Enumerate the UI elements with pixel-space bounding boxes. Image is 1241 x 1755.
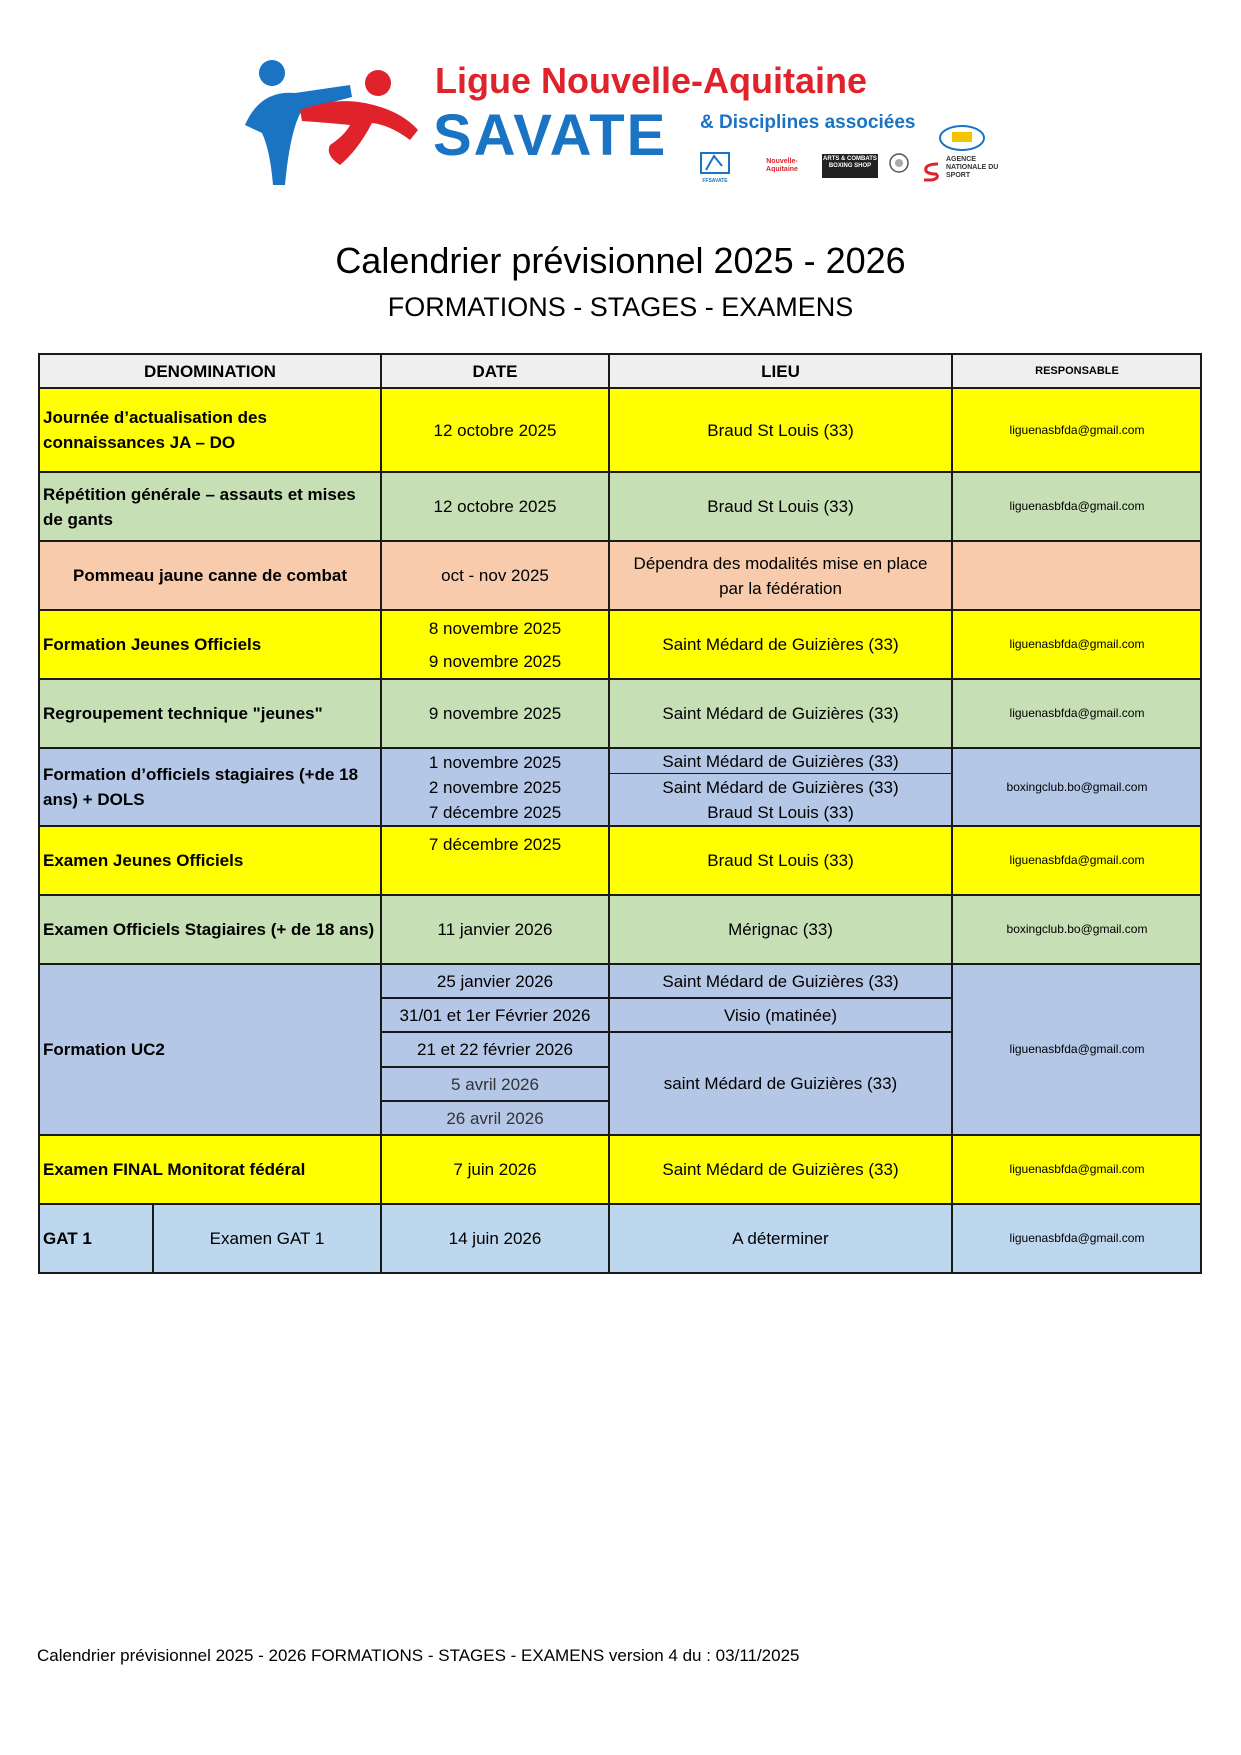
table-row-9-denomination: Formation UC2 — [39, 964, 381, 1135]
table-row-6-denomination: Formation d’officiels stagiaires (+de 18 ans) + DOLS — [39, 748, 381, 826]
table-row-3-responsable — [952, 541, 1202, 610]
header-responsable: RESPONSABLE — [952, 354, 1202, 388]
table-row-9-lieu-2: Visio (matinée) — [609, 998, 952, 1032]
calendar-table — [39, 354, 1202, 1273]
page-footer: Calendrier prévisionnel 2025 - 2026 FORMATIONS - STAGES - EXAMENS version 4 du : 03/11/2025 — [37, 1646, 800, 1665]
savate-fighters-emblem — [240, 55, 430, 190]
table-row-1-responsable[interactable]: liguenasbfda@gmail.com — [952, 388, 1202, 472]
table-row-6-date-2: 2 novembre 2025 — [428, 777, 562, 797]
table-row-2-responsable[interactable]: liguenasbfda@gmail.com — [952, 472, 1202, 541]
table-row-9-date-1: 25 janvier 2026 — [381, 964, 609, 998]
table-row-11-sub: Examen GAT 1 — [153, 1204, 381, 1273]
table-row-6-date-1: 1 novembre 2025 — [428, 752, 562, 772]
table-row-8-lieu: Mérignac (33) — [609, 895, 952, 964]
table-row-1-date: 12 octobre 2025 — [381, 388, 609, 472]
table-row-9-date-4: 5 avril 2026 — [381, 1067, 609, 1101]
table-row-7-date: 7 décembre 2025 — [381, 826, 609, 895]
regional-crest-logo — [938, 124, 986, 152]
arts-combats-logo: ARTS & COMBATS BOXING SHOP — [822, 154, 878, 178]
table-row-3-lieu: Dépendra des modalités mise en place par la fédération — [609, 541, 952, 610]
page-title: Calendrier prévisionnel 2025 - 2026 — [335, 240, 906, 281]
table-row-7-lieu: Braud St Louis (33) — [609, 826, 952, 895]
table-row-9-date-2: 31/01 et 1er Février 2026 — [381, 998, 609, 1032]
brand-line-3: & Disciplines associées — [700, 112, 916, 133]
table-row-5-date: 9 novembre 2025 — [381, 679, 609, 748]
sponsor-logos — [700, 142, 1020, 192]
ans-logo-text: AGENCE NATIONALE DU SPORT — [946, 156, 999, 179]
table-row-3-denomination: Pommeau jaune canne de combat — [39, 541, 381, 610]
table-row-11-denomination: GAT 1 — [39, 1204, 153, 1273]
table-row-6-responsable[interactable]: boxingclub.bo@gmail.com — [952, 748, 1202, 826]
table-row-7-responsable[interactable]: liguenasbfda@gmail.com — [952, 826, 1202, 895]
table-row-8-responsable[interactable]: boxingclub.bo@gmail.com — [952, 895, 1202, 964]
table-row-4-lieu: Saint Médard de Guizières (33) — [609, 610, 952, 679]
table-row-1-lieu: Braud St Louis (33) — [609, 388, 952, 472]
table-row-6-date — [381, 748, 609, 826]
header-lieu: LIEU — [609, 354, 952, 388]
table-row-4-date-1: 8 novembre 2025 — [428, 618, 562, 638]
table-row-10-lieu: Saint Médard de Guizières (33) — [609, 1135, 952, 1204]
table-row-4-responsable[interactable]: liguenasbfda@gmail.com — [952, 610, 1202, 679]
table-row-11-lieu: A déterminer — [609, 1204, 952, 1273]
brand-line-2: SAVATE — [433, 103, 668, 168]
table-row-4-date-2: 9 novembre 2025 — [428, 651, 562, 671]
table-row-9-lieu-3: saint Médard de Guizières (33) — [609, 1032, 952, 1135]
club-crest-logo — [888, 152, 910, 174]
header-date: DATE — [381, 354, 609, 388]
table-row-2-lieu: Braud St Louis (33) — [609, 472, 952, 541]
table-row-10-date: 7 juin 2026 — [381, 1135, 609, 1204]
table-row-11-date: 14 juin 2026 — [381, 1204, 609, 1273]
header-denomination: DENOMINATION — [39, 354, 381, 388]
table-row-1-denomination: Journée d’actualisation des connaissances JA – DO — [39, 388, 381, 472]
table-row-10-denomination: Examen FINAL Monitorat fédéral — [39, 1135, 381, 1204]
page-subtitle: FORMATIONS - STAGES - EXAMENS — [387, 292, 854, 322]
ffsavate-logo: FFSAVATE — [700, 152, 730, 182]
table-row-6-lieu-1: Saint Médard de Guizières (33) — [609, 748, 952, 774]
league-logo — [235, 50, 1015, 195]
table-row-6-lieu-2 — [609, 774, 952, 826]
table-row-7-denomination: Examen Jeunes Officiels — [39, 826, 381, 895]
table-row-11-responsable[interactable]: liguenasbfda@gmail.com — [952, 1204, 1202, 1273]
table-row-9-responsable[interactable]: liguenasbfda@gmail.com — [952, 964, 1202, 1135]
table-row-6-lieu-2-text: Saint Médard de Guizières (33) — [662, 778, 899, 797]
table-row-8-denomination: Examen Officiels Stagiaires (+ de 18 ans) — [39, 895, 381, 964]
table-row-9-date-3: 21 et 22 février 2026 — [381, 1032, 609, 1067]
nouvelle-aquitaine-logo: Nouvelle-Aquitaine — [766, 158, 798, 173]
table-row-6-date-3: 7 décembre 2025 — [428, 802, 562, 822]
table-row-5-lieu: Saint Médard de Guizières (33) — [609, 679, 952, 748]
table-row-10-responsable[interactable]: liguenasbfda@gmail.com — [952, 1135, 1202, 1204]
brand-line-1: Ligue Nouvelle-Aquitaine — [435, 60, 868, 101]
table-row-5-denomination: Regroupement technique "jeunes" — [39, 679, 381, 748]
table-row-9-date-5: 26 avril 2026 — [381, 1101, 609, 1135]
table-row-2-date: 12 octobre 2025 — [381, 472, 609, 541]
table-row-2-denomination: Répétition générale – assauts et mises de gants — [39, 472, 381, 541]
table-row-4-date — [381, 610, 609, 679]
table-row-5-responsable[interactable]: liguenasbfda@gmail.com — [952, 679, 1202, 748]
table-row-4-denomination: Formation Jeunes Officiels — [39, 610, 381, 679]
table-row-8-date: 11 janvier 2026 — [381, 895, 609, 964]
ans-logo-mark — [920, 160, 944, 184]
table-row-9-lieu-1: Saint Médard de Guizières (33) — [609, 964, 952, 998]
table-row-3-date: oct - nov 2025 — [381, 541, 609, 610]
table-row-6-lieu-3-text: Braud St Louis (33) — [707, 803, 854, 822]
